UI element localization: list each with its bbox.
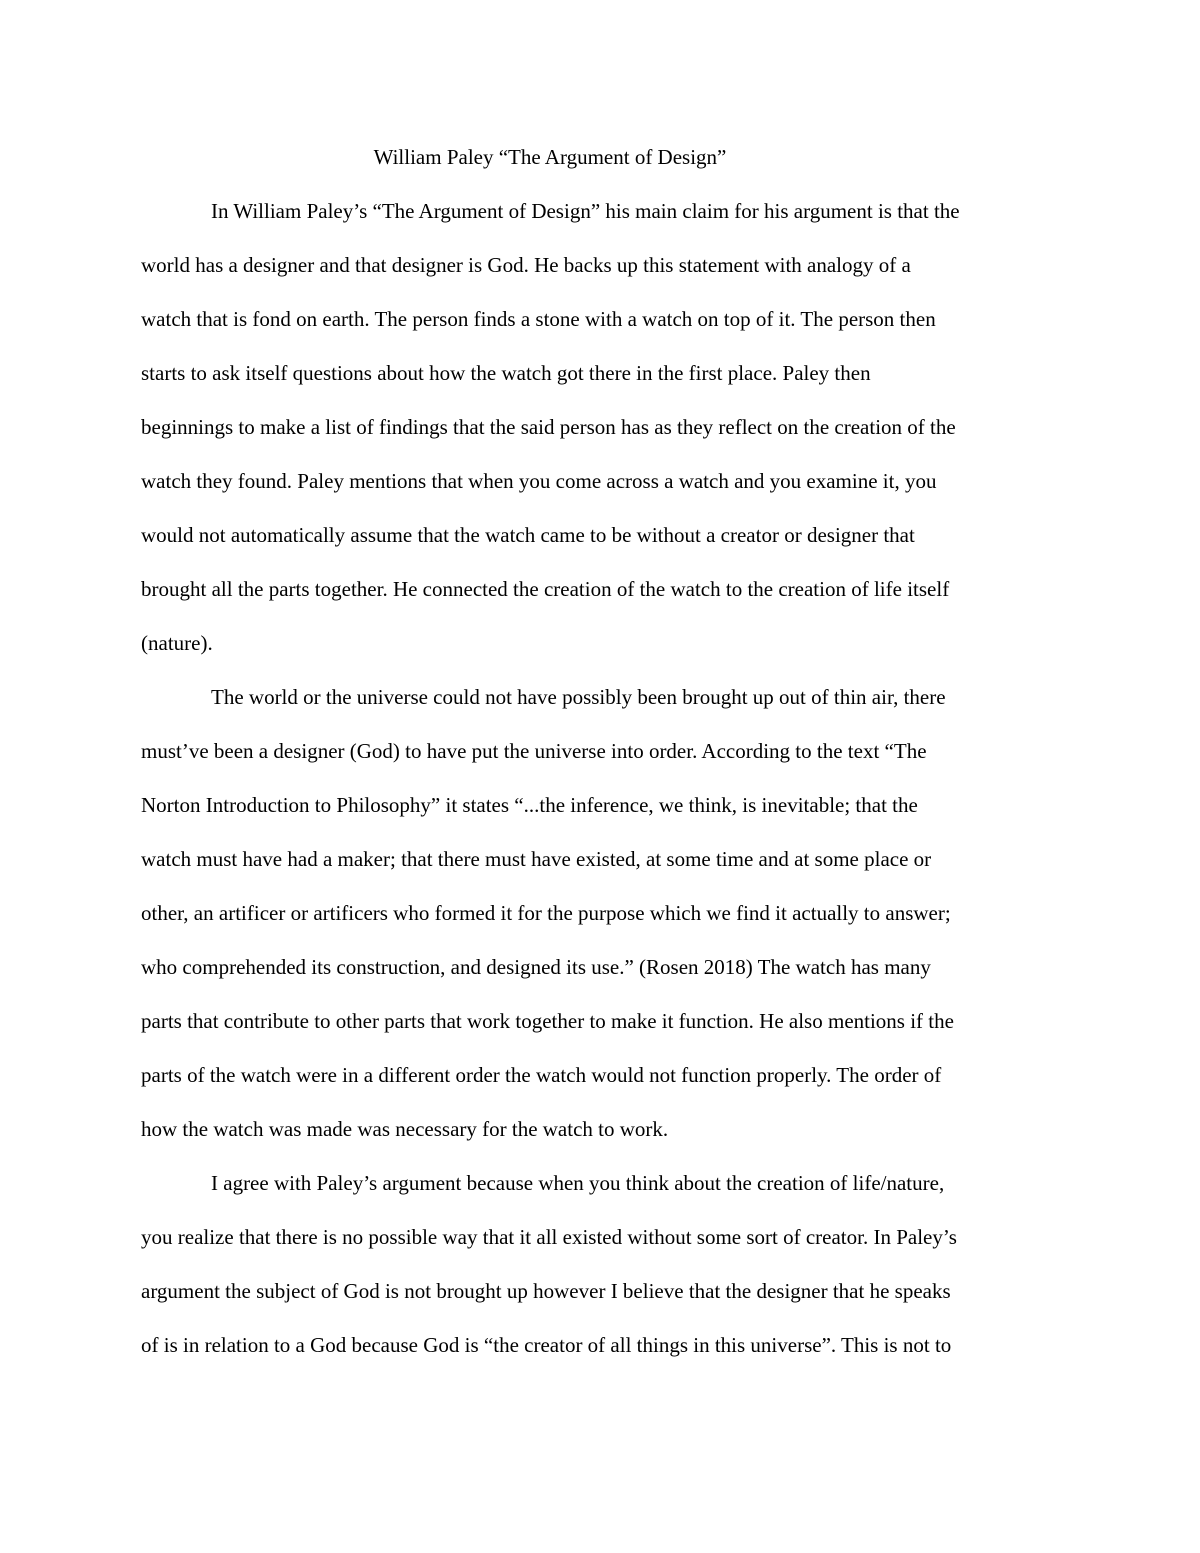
paragraph-3-line-2: you realize that there is no possible way that it all existed without some sort of creator. In Paley’s (141, 1225, 957, 1249)
paragraph-2-line-5: other, an artificer or artificers who formed it for the purpose which we find it actually to answer; (141, 901, 951, 925)
paragraph-2-line-7: parts that contribute to other parts that work together to make it function. He also mentions if the (141, 1009, 954, 1033)
document-title: William Paley “The Argument of Design” (373, 145, 727, 169)
paragraph-2-line-1: The world or the universe could not have possibly been brought up out of thin air, there (211, 685, 946, 709)
paragraph-1-line-2: world has a designer and that designer is God. He backs up this statement with analogy of a (141, 253, 911, 277)
paragraph-3-line-4: of is in relation to a God because God is “the creator of all things in this universe”. This is not to (141, 1333, 952, 1357)
paragraph-1-line-4: starts to ask itself questions about how the watch got there in the first place. Paley then (141, 361, 871, 385)
paragraph-1-line-1: In William Paley’s “The Argument of Design” his main claim for his argument is that the (211, 199, 960, 223)
paragraph-2-line-9: how the watch was made was necessary for the watch to work. (141, 1117, 669, 1141)
paragraph-2-line-4: watch must have had a maker; that there must have existed, at some time and at some place or (141, 847, 932, 871)
paragraph-1-line-7: would not automatically assume that the watch came to be without a creator or designer that (141, 523, 915, 547)
paragraph-3-line-1: I agree with Paley’s argument because when you think about the creation of life/nature, (211, 1171, 945, 1195)
paragraph-2-line-8: parts of the watch were in a different order the watch would not function properly. The order of (141, 1063, 942, 1087)
paragraph-1-line-5: beginnings to make a list of findings that the said person has as they reflect on the creation of the (141, 415, 956, 439)
paragraph-1-line-8: brought all the parts together. He connected the creation of the watch to the creation of life itself (141, 577, 950, 601)
paragraph-1-line-3: watch that is fond on earth. The person finds a stone with a watch on top of it. The person then (141, 307, 936, 331)
paragraph-2-line-3: Norton Introduction to Philosophy” it states “...the inference, we think, is inevitable; that the (141, 793, 918, 817)
paragraph-2-line-6: who comprehended its construction, and designed its use.” (Rosen 2018) The watch has many (141, 955, 931, 979)
paragraph-3-line-3: argument the subject of God is not brought up however I believe that the designer that he speaks (141, 1279, 951, 1303)
paragraph-1-line-9: (nature). (141, 631, 213, 655)
paragraph-2-line-2: must’ve been a designer (God) to have put the universe into order. According to the text “The (141, 739, 927, 763)
paragraph-1-line-6: watch they found. Paley mentions that when you come across a watch and you examine it, you (141, 469, 937, 493)
